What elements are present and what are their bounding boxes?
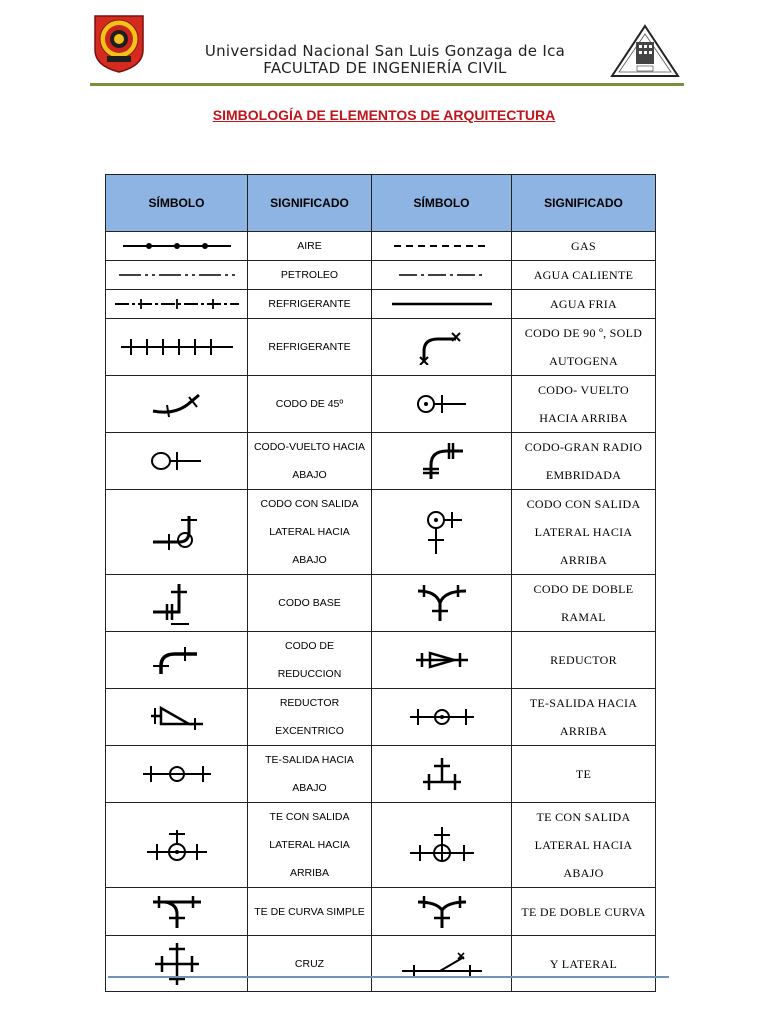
meaning-cell: Y LATERAL bbox=[512, 936, 656, 992]
petroleo-line-symbol bbox=[106, 261, 248, 290]
reductor-excentrico-symbol bbox=[106, 689, 248, 746]
refrigerante-ticks-symbol bbox=[106, 319, 248, 376]
table-row bbox=[106, 319, 656, 376]
meaning-cell: AGUA FRIA bbox=[512, 290, 656, 319]
meaning-cell: REFRIGERANTE bbox=[248, 319, 372, 376]
codo-45-symbol bbox=[106, 376, 248, 433]
te-salida-lateral-arriba-symbol bbox=[106, 803, 248, 888]
meaning-cell: PETROLEO bbox=[248, 261, 372, 290]
te-curva-simple-symbol bbox=[106, 888, 248, 936]
meaning-cell: CRUZ bbox=[248, 936, 372, 992]
table-row bbox=[106, 936, 656, 992]
codo-salida-lateral-arriba-symbol bbox=[372, 490, 512, 575]
table-row bbox=[106, 689, 656, 746]
refrigerante-line-symbol bbox=[106, 290, 248, 319]
table-row bbox=[106, 376, 656, 433]
te-doble-curva-symbol bbox=[372, 888, 512, 936]
agua-caliente-line-symbol bbox=[372, 261, 512, 290]
meaning-cell: REDUCTOR bbox=[512, 632, 656, 689]
te-salida-lateral-abajo-symbol bbox=[372, 803, 512, 888]
agua-fria-line-symbol bbox=[372, 290, 512, 319]
codo-gran-radio-symbol bbox=[372, 433, 512, 490]
meaning-cell: CODO-VUELTO HACIA ABAJO bbox=[248, 433, 372, 490]
meaning-cell: CODO- VUELTO HACIA ARRIBA bbox=[512, 376, 656, 433]
meaning-cell: TE CON SALIDA LATERAL HACIA ARRIBA bbox=[248, 803, 372, 888]
cruz-symbol bbox=[106, 936, 248, 992]
header-divider bbox=[90, 83, 684, 86]
table-header-row bbox=[106, 175, 656, 232]
header-symbol-2: SÍMBOLO bbox=[372, 175, 512, 232]
meaning-cell: CODO DE DOBLE RAMAL bbox=[512, 575, 656, 632]
codo-vuelto-abajo-symbol bbox=[106, 433, 248, 490]
meaning-cell: CODO DE 90 º, SOLD AUTOGENA bbox=[512, 319, 656, 376]
faculty-triangle-logo bbox=[610, 24, 680, 78]
te-salida-arriba-symbol bbox=[372, 689, 512, 746]
te-salida-abajo-symbol bbox=[106, 746, 248, 803]
gas-dashed-line-symbol bbox=[372, 232, 512, 261]
meaning-cell: CODO DE REDUCCION bbox=[248, 632, 372, 689]
codo-base-symbol bbox=[106, 575, 248, 632]
codo-reduccion-symbol bbox=[106, 632, 248, 689]
codo-vuelto-arriba-symbol bbox=[372, 376, 512, 433]
header-meaning-1: SIGNIFICADO bbox=[248, 175, 372, 232]
header-symbol-1: SÍMBOLO bbox=[106, 175, 248, 232]
footer-divider bbox=[108, 976, 669, 978]
table-row bbox=[106, 632, 656, 689]
meaning-cell: TE CON SALIDA LATERAL HACIA ABAJO bbox=[512, 803, 656, 888]
meaning-cell: GAS bbox=[512, 232, 656, 261]
meaning-cell: CODO DE 45º bbox=[248, 376, 372, 433]
meaning-cell: CODO CON SALIDA LATERAL HACIA ARRIBA bbox=[512, 490, 656, 575]
table-row bbox=[106, 746, 656, 803]
meaning-cell: REDUCTOR EXCENTRICO bbox=[248, 689, 372, 746]
table-row bbox=[106, 433, 656, 490]
meaning-cell: AGUA CALIENTE bbox=[512, 261, 656, 290]
table-row bbox=[106, 232, 656, 261]
codo-doble-ramal-symbol bbox=[372, 575, 512, 632]
table-row bbox=[106, 803, 656, 888]
table-row bbox=[106, 490, 656, 575]
meaning-cell: TE-SALIDA HACIA ARRIBA bbox=[512, 689, 656, 746]
meaning-cell: REFRIGERANTE bbox=[248, 290, 372, 319]
faculty-name: FACULTAD DE INGENIERÍA CIVIL bbox=[263, 59, 507, 77]
table-row bbox=[106, 290, 656, 319]
meaning-cell: CODO CON SALIDA LATERAL HACIA ABAJO bbox=[248, 490, 372, 575]
meaning-cell: CODO BASE bbox=[248, 575, 372, 632]
y-lateral-symbol bbox=[372, 936, 512, 992]
document-title: SIMBOLOGÍA DE ELEMENTOS DE ARQUITECTURA bbox=[212, 107, 556, 123]
university-seal-logo bbox=[92, 12, 146, 74]
university-name: Universidad Nacional San Luis Gonzaga de Ica bbox=[204, 42, 566, 60]
meaning-cell: CODO-GRAN RADIO EMBRIDADA bbox=[512, 433, 656, 490]
reductor-symbol bbox=[372, 632, 512, 689]
meaning-cell: TE bbox=[512, 746, 656, 803]
table-row bbox=[106, 261, 656, 290]
table-row bbox=[106, 888, 656, 936]
meaning-cell: TE DE DOBLE CURVA bbox=[512, 888, 656, 936]
header-meaning-2: SIGNIFICADO bbox=[512, 175, 656, 232]
table-row bbox=[106, 575, 656, 632]
codo-salida-lateral-abajo-symbol bbox=[106, 490, 248, 575]
meaning-cell: TE-SALIDA HACIA ABAJO bbox=[248, 746, 372, 803]
meaning-cell: TE DE CURVA SIMPLE bbox=[248, 888, 372, 936]
meaning-cell: AIRE bbox=[248, 232, 372, 261]
te-symbol bbox=[372, 746, 512, 803]
codo-90-soldado-symbol bbox=[372, 319, 512, 376]
aire-line-symbol bbox=[106, 232, 248, 261]
symbols-table bbox=[105, 174, 656, 992]
